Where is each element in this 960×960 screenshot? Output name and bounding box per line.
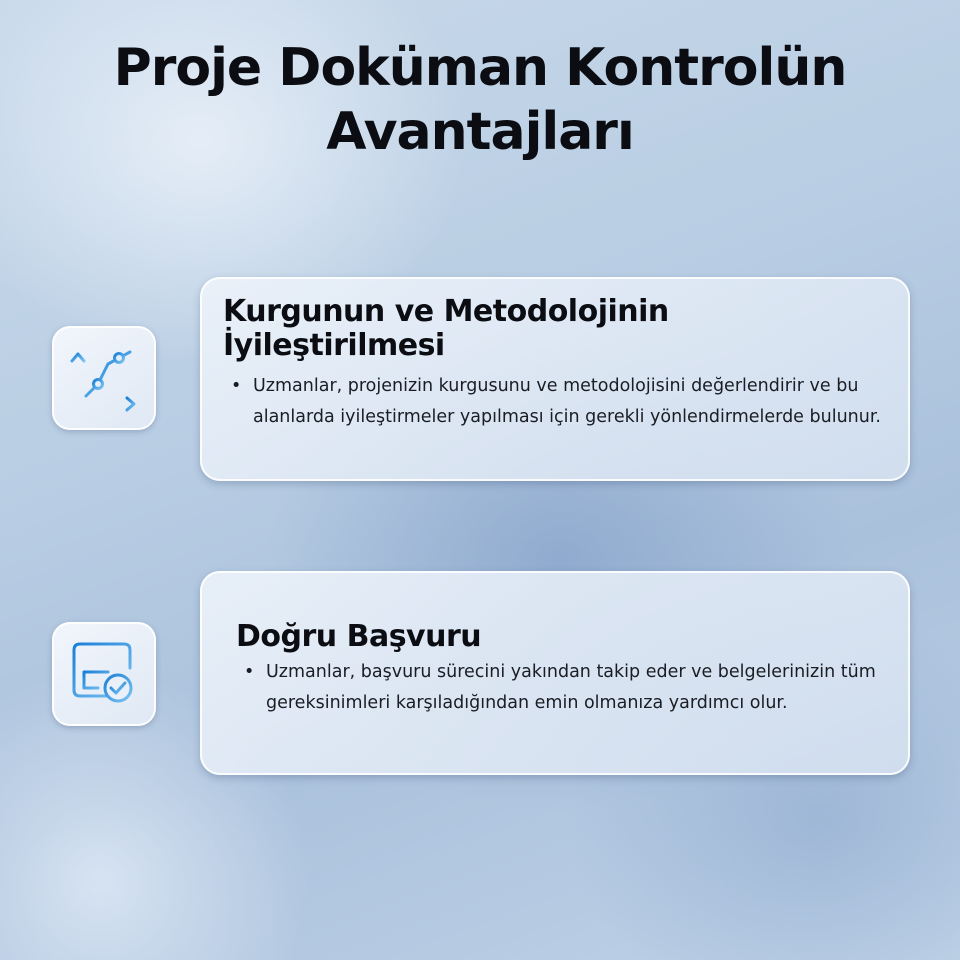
page-title: Proje Doküman Kontrolün Avantajları: [113, 38, 847, 162]
benefit-card-1: [200, 277, 910, 481]
growth-chart-icon-box: [52, 326, 156, 430]
document-check-icon-box: [52, 622, 156, 726]
growth-chart-icon: [68, 342, 140, 414]
benefit-text-1: • Uzmanlar, projenizin kurgusunu ve metodolojisini değerlendirir ve bu alanlarda iyileştirmeler yapılması için gerekli yönlendirmelerde bulunur.: [231, 371, 888, 433]
document-check-icon: [68, 638, 140, 710]
benefit-card-2: [200, 571, 910, 775]
benefit-list-2: [236, 657, 888, 719]
benefit-heading-1: Kurgunun ve Metodolojinin İyileştirilmesi: [223, 294, 669, 363]
benefit-list-1: [223, 371, 888, 433]
benefit-text-2: • Uzmanlar, başvuru sürecini yakından takip eder ve belgelerinizin tüm gereksinimleri karşıladığından emin olmanıza yardımcı olur.: [244, 657, 888, 719]
benefit-heading-2: Doğru Başvuru: [236, 619, 482, 654]
